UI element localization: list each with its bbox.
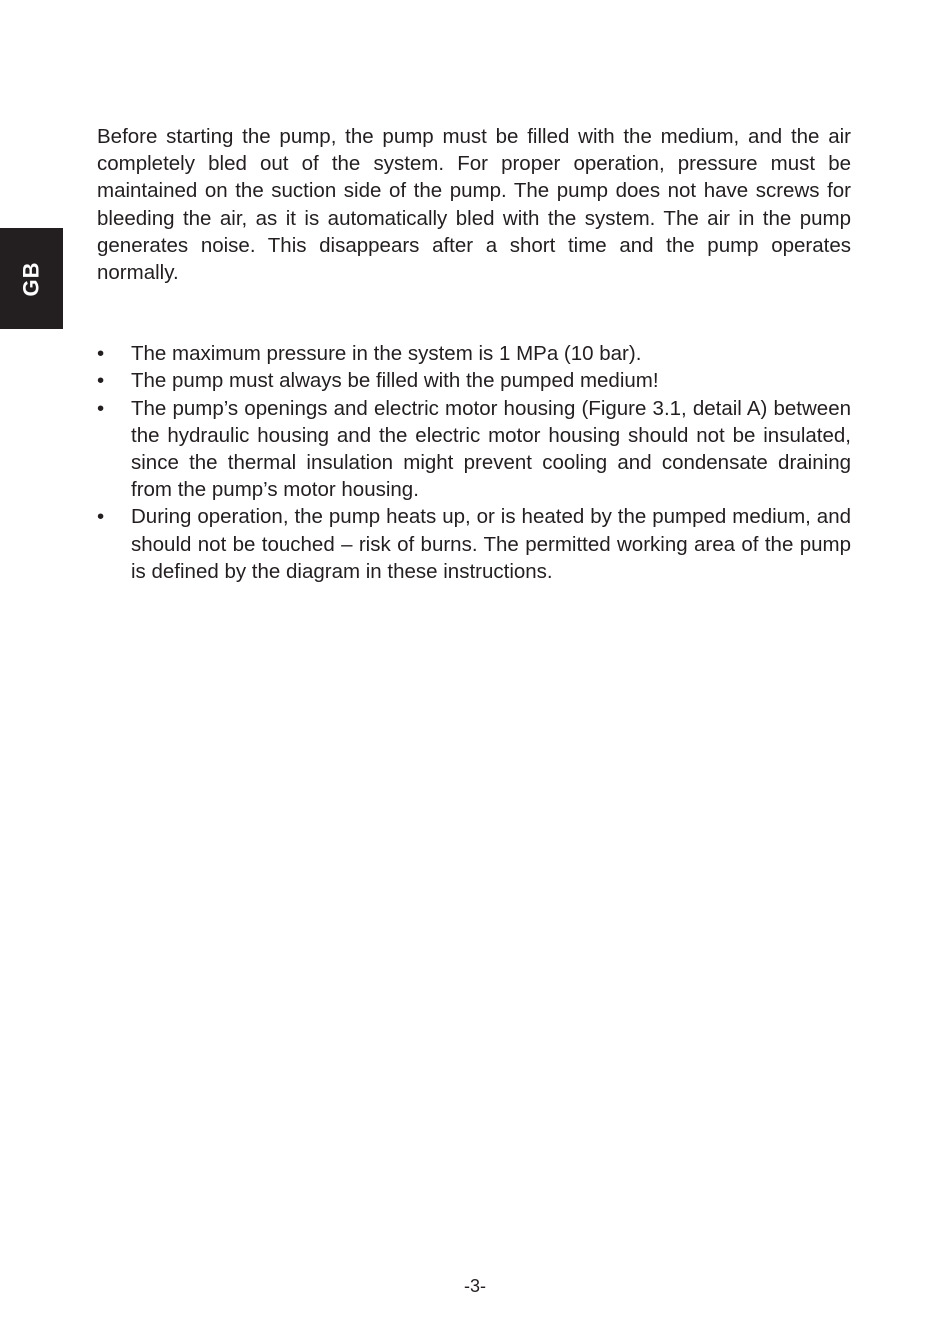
list-item [97,503,851,585]
list-item [97,340,851,367]
list-item-text: During operation, the pump heats up, or is heated by the pumped medium, and should not be touched – risk of burns. The permitted working area of the pump is defined by the diagram in these instructions. [131,505,851,583]
list-item-text: The pump must always be filled with the pumped medium! [131,369,659,393]
intro-paragraph: Before starting the pump, the pump must be filled with the medium, and the air completely bled out of the system. For proper operation, pressure must be maintained on the suction side of the pump. The pump does not have screws for bleeding the air, as it is automatically bled with the system. The air in the pump generates noise. This disappears after a short time and the pump operates normally. [97,125,851,285]
bullet-icon: • [97,505,105,529]
list-item-text: The maximum pressure in the system is 1 MPa (10 bar). [131,342,642,366]
list-item [97,395,851,504]
list-item [97,367,851,394]
safety-notes-list [97,340,851,585]
list-item-text: The pump’s openings and electric motor housing (Figure 3.1, detail A) between the hydraulic housing and the electric motor housing should not be insulated, since the thermal insulation might prevent cooling and condensate draining from the pump’s motor housing. [131,396,851,502]
language-tab [0,228,63,329]
bullet-icon: • [97,396,105,420]
language-tab-label: GB [18,261,44,296]
bullet-icon: • [97,342,105,366]
bullet-icon: • [97,369,105,393]
page-number: -3- [464,1276,486,1296]
page-content [97,123,851,585]
